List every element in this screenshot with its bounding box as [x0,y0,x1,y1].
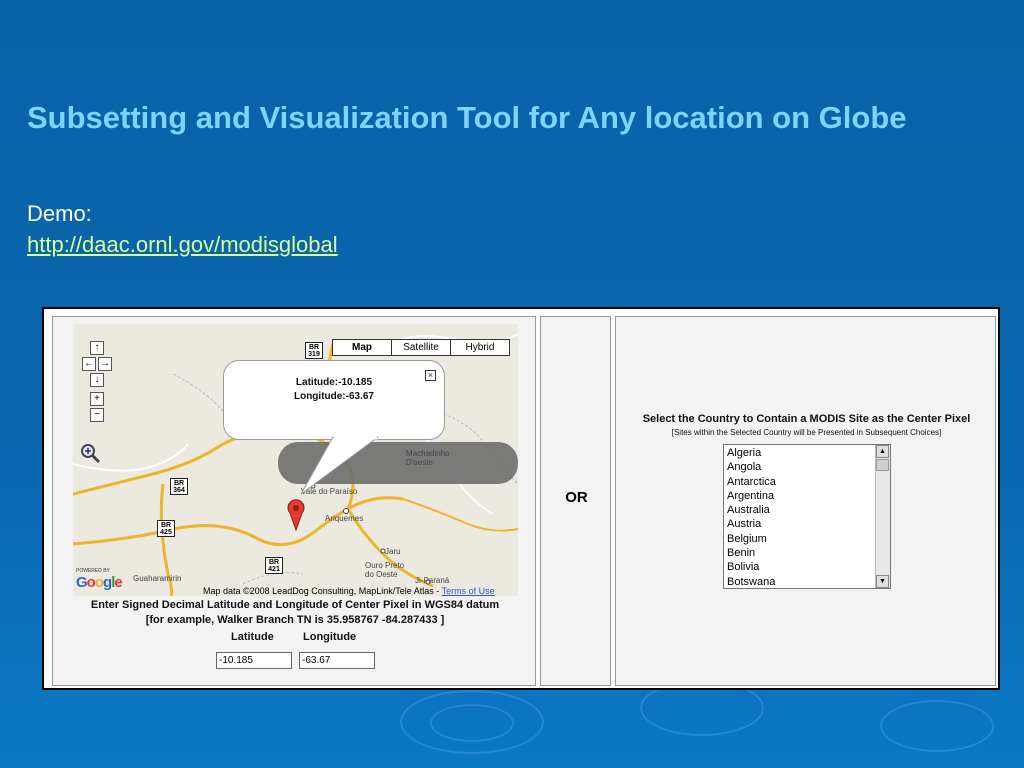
slide-title: Subsetting and Visualization Tool for Any location on Globe [27,100,907,135]
latitude-input[interactable] [216,652,292,669]
coord-instruction: Enter Signed Decimal Latitude and Longitude of Center Pixel in WGS84 datum [90,599,500,611]
zoom-out-button[interactable]: − [90,408,104,422]
longitude-label: Longitude [303,631,357,643]
close-icon[interactable]: × [425,370,436,381]
powered-by-label: POWERED BY [76,568,110,574]
coord-example: [for example, Walker Branch TN is 35.958767 -84.287433 ] [145,614,445,626]
info-window [223,360,445,440]
map-type-switcher [333,339,510,356]
country-select-subtitle: [Sites within the Selected Country will be Presented in Subsequent Choices] [671,428,942,437]
or-label: OR [565,489,588,506]
map-type-hybrid[interactable]: Hybrid [450,339,510,356]
zoom-in-button[interactable]: + [90,392,104,406]
country-option[interactable]: Angola [727,461,762,474]
place-label: Guaharamirin [133,574,182,583]
latitude-label: Latitude [231,631,274,643]
pan-down-button[interactable]: ↓ [90,373,104,387]
country-option[interactable]: Australia [727,504,770,517]
map-type-satellite[interactable]: Satellite [391,339,451,356]
country-select-title: Select the Country to Contain a MODIS Site as the Center Pixel [642,413,971,425]
country-option[interactable]: Algeria [727,447,762,459]
google-logo[interactable]: Google [76,574,122,591]
place-label: Jaru [385,547,401,556]
highway-shield: BR 319 [305,342,323,359]
tool-screenshot-frame [42,307,1000,690]
country-option[interactable]: Belgium [727,532,767,545]
scroll-up-icon[interactable]: ▲ [876,445,889,458]
or-panel [540,316,611,686]
demo-link[interactable]: http://daac.ornl.gov/modisglobal [27,232,338,257]
place-label: Ji-Paraná [415,576,450,585]
info-window-tail [293,436,383,496]
ripple-decoration [880,700,994,752]
map-type-map[interactable]: Map [332,339,392,356]
demo-label: Demo: [27,201,92,226]
country-option[interactable]: Argentina [727,489,775,502]
country-option[interactable]: Bolivia [727,561,760,574]
longitude-input[interactable] [299,652,375,669]
highway-shield: BR 425 [157,520,175,537]
map-copyright [203,586,495,596]
pan-left-button[interactable]: ← [84,358,94,369]
listbox-scrollbar[interactable] [875,445,890,588]
terms-of-use-link[interactable]: Terms of Use [441,586,495,596]
highway-shield: BR 421 [265,557,283,574]
pan-up-button[interactable]: ↑ [90,341,104,355]
country-option[interactable]: Botswana [727,575,776,588]
place-label: Machadinho D'oeste [406,449,450,467]
map-panel [52,316,536,686]
copyright-text: Map data ©2008 LeadDog Consulting, MapLink/Tele Atlas - [203,586,442,596]
place-label: Ouro Preto do Oeste [365,561,405,579]
pan-right-button[interactable]: → [100,358,110,369]
info-longitude: Longitude:-63.67 [293,391,374,402]
country-option[interactable]: Benin [727,547,756,560]
country-listbox[interactable] [723,444,891,589]
scroll-thumb[interactable] [876,459,889,471]
info-latitude: Latitude:-10.185 [295,377,373,388]
google-map[interactable] [73,324,518,596]
place-label: Vale do Paraíso [301,487,358,496]
ripple-decoration [430,704,514,742]
scroll-down-icon[interactable]: ▼ [876,575,889,588]
highway-shield: BR 364 [170,478,188,495]
country-panel [615,316,996,686]
country-options [727,446,776,589]
magnifier-icon[interactable] [79,442,101,464]
map-marker-icon[interactable] [287,499,305,531]
country-option[interactable]: Antarctica [727,475,776,488]
country-option[interactable]: Austria [727,518,762,531]
place-label: Ariquemes [325,514,364,523]
